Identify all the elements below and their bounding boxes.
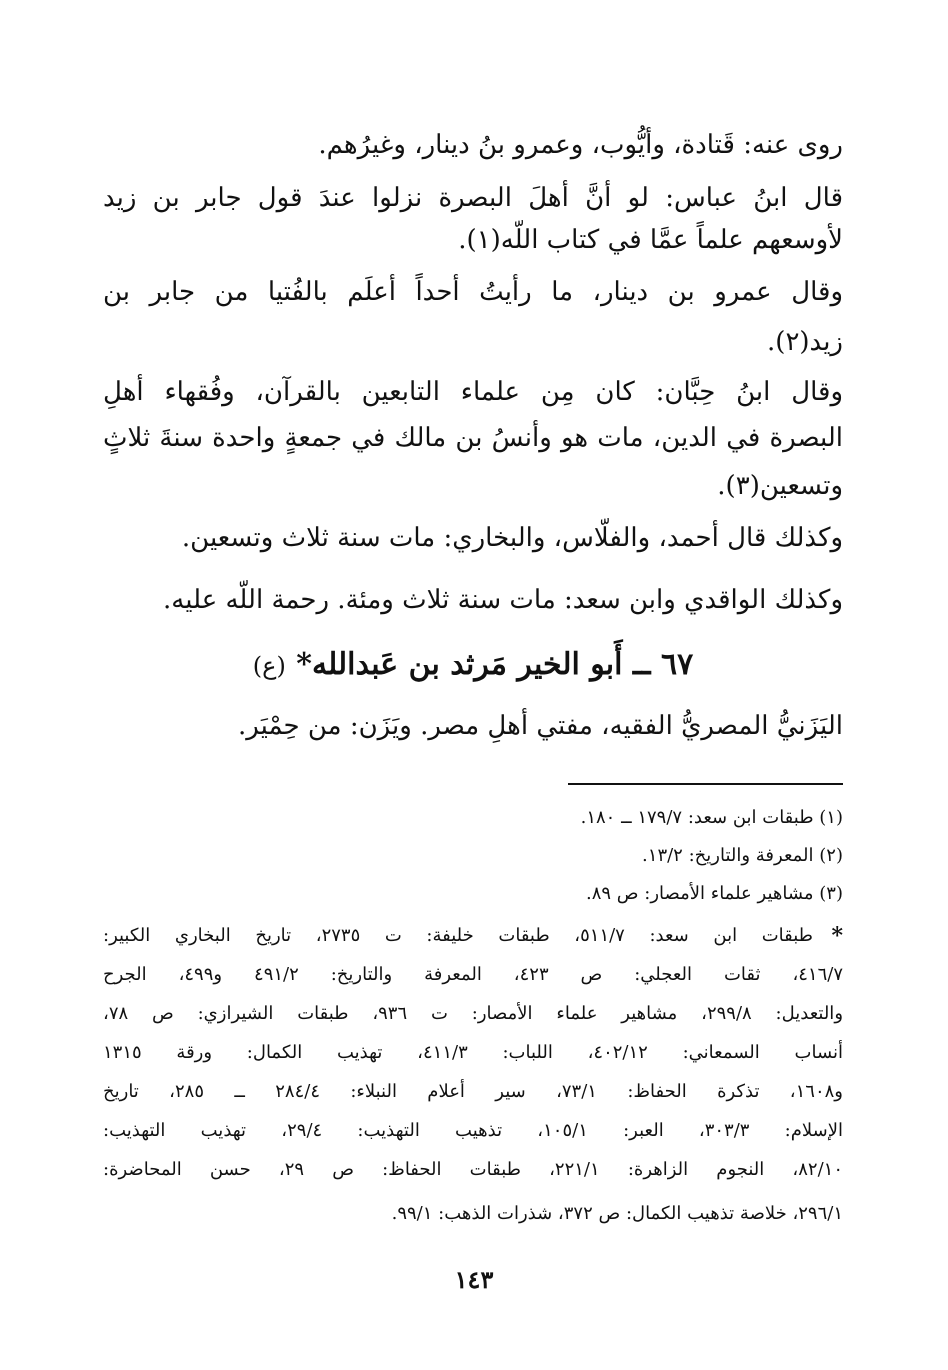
body-line: لأوسعهم علماً عمَّا في كتاب اللَّه(١). [458,225,843,255]
body-line: زيد(٢). [767,327,843,357]
star-note-line: أنساب السمعاني: ٤٠٢/١٢، اللباب: ٤١١/٣، تهذيب الكمال: ورقة ١٣١٥ [103,1042,843,1063]
star-note-line: و١٦٠٨، تذكرة الحفاظ: ٧٣/١، سير أعلام النبلاء: ٢٨٤/٤ ــ ٢٨٥، تاريخ [103,1081,843,1102]
footnote: (٣) مشاهير علماء الأمصار: ص ٨٩. [585,883,843,904]
star-note-line: ٤١٦/٧، ثقات العجلي: ص ٤٢٣، المعرفة والتاريخ: ٤٩١/٢ و٤٩٩، الجرح [103,964,843,985]
footnote: (١) طبقات ابن سعد: ١٧٩/٧ ــ ١٨٠. [580,807,843,828]
body-line: قال ابنُ عباس: لو أنَّ أهلَ البصرة نزلوا عندَ قول جابر بن زيد [103,183,843,213]
star-note-mark: * [831,923,843,949]
body-line: وقال عمرو بن دينار، ما رأيتُ أحداً أعلَم بالفُتيا من جابر بن [103,277,843,307]
entry-heading-marker: (ع) [252,652,286,680]
body-line: اليَزَنيُّ المصريُّ الفقيه، مفتي أهلِ مصر. ويَزَن: من حِمْيَر. [238,711,843,741]
entry-heading [103,643,843,688]
body-line: البصرة في الدين، مات هو وأنسُ بن مالك في جمعةٍ واحدة سنةَ ثلاثٍ [103,423,843,453]
star-note-line: والتعديل: ٢٩٩/٨، مشاهير علماء الأمصار: ت ٩٣٦، طبقات الشيرازي: ص ٧٨، [103,1003,843,1024]
star-note-line: ٨٢/١٠، النجوم الزاهرة: ٢٢١/١، طبقات الحفاظ: ص ٢٩، حسن المحاضرة: [103,1159,843,1180]
body-line: وكذلك قال أحمد، والفلَّاس، والبخاري: مات سنة ثلاث وتسعين. [181,523,843,553]
body-line: وكذلك الواقدي وابن سعد: مات سنة ثلاث ومئة. رحمة اللَّه عليه. [163,585,843,615]
page-number: ١٤٣ [454,1265,494,1294]
footnote: (٢) المعرفة والتاريخ: ١٣/٢. [642,845,843,866]
entry-heading-title: ٦٧ ــ أَبو الخير مَرثد بن عَبدالله* [296,647,694,682]
star-note-line: طبقات ابن سعد: ٥١١/٧، طبقات خليفة: ت ٢٧٣٥، تاريخ البخاري الكبير: [103,925,813,946]
body-line: وتسعين(٣). [717,471,843,501]
footnote-separator [568,783,843,785]
body-line: وقال ابنُ حِبَّان: كان مِن علماء التابعين بالقرآن، وفُقهاء أهلِ [103,377,843,407]
star-note-line: الإسلام: ٣٠٣/٣، العبر: ١٠٥/١، تذهيب التهذيب: ٢٩/٤، تهذيب التهذيب: [103,1120,843,1141]
body-line: روى عنه: قَتادة، وأيُّوب، وعمرو بنُ دينار، وغيرُهم. [318,130,843,160]
star-note-line: ٢٩٦/١، خلاصة تذهيب الكمال: ص ٣٧٢، شذرات الذهب: ٩٩/١. [391,1203,843,1224]
